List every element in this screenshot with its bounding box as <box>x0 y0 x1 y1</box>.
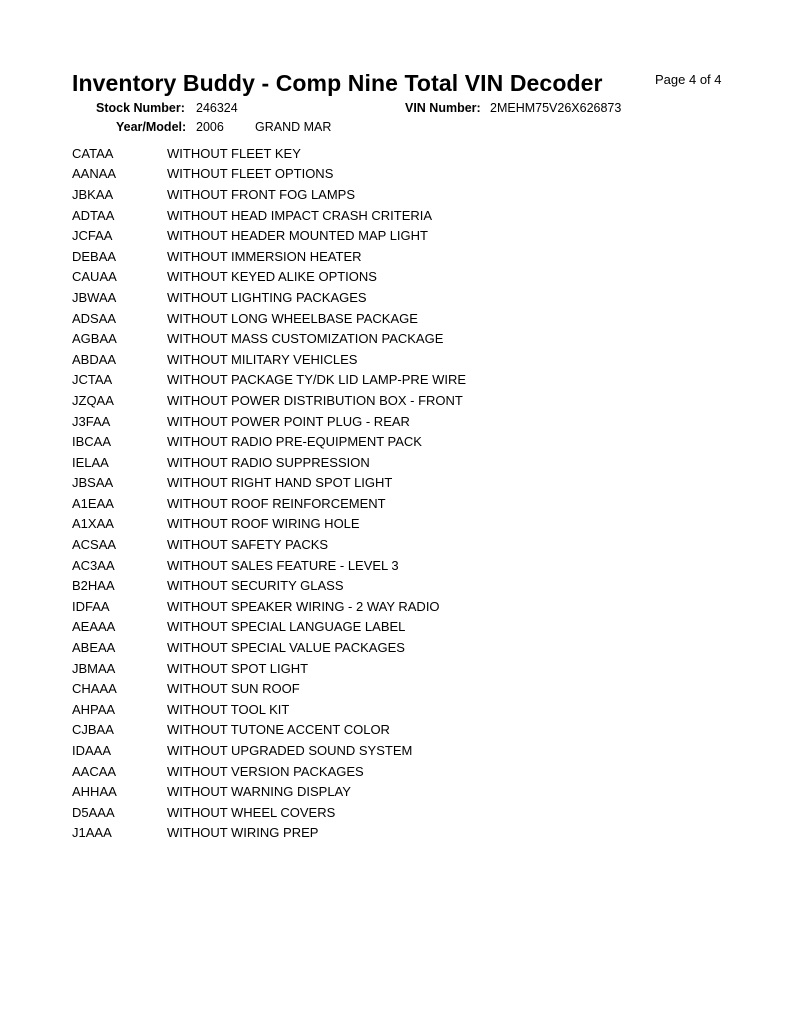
option-description: WITHOUT TUTONE ACCENT COLOR <box>167 722 390 738</box>
option-description: WITHOUT RADIO PRE-EQUIPMENT PACK <box>167 434 422 450</box>
option-description: WITHOUT SPECIAL LANGUAGE LABEL <box>167 619 406 635</box>
list-item <box>72 431 466 452</box>
option-description: WITHOUT LONG WHEELBASE PACKAGE <box>167 310 418 326</box>
option-description: WITHOUT IMMERSION HEATER <box>167 248 362 264</box>
list-item <box>72 617 466 638</box>
option-code-list <box>72 143 466 843</box>
option-code: AC3AA <box>72 557 115 573</box>
option-description: WITHOUT MASS CUSTOMIZATION PACKAGE <box>167 331 444 347</box>
option-description: WITHOUT WHEEL COVERS <box>167 804 336 820</box>
option-code: JBWAA <box>72 289 117 305</box>
list-item <box>72 225 466 246</box>
list-item <box>72 267 466 288</box>
list-item <box>72 308 466 329</box>
option-description: WITHOUT SPECIAL VALUE PACKAGES <box>167 640 405 656</box>
option-description: WITHOUT SPOT LIGHT <box>167 660 309 676</box>
option-code: D5AAA <box>72 804 115 820</box>
list-item <box>72 699 466 720</box>
option-code: B2HAA <box>72 578 115 594</box>
list-item <box>72 287 466 308</box>
option-code: IDAAA <box>72 743 112 759</box>
option-code: A1XAA <box>72 516 114 532</box>
list-item <box>72 246 466 267</box>
list-item <box>72 740 466 761</box>
option-code: ABDAA <box>72 351 117 367</box>
option-code: ACSAA <box>72 537 117 553</box>
option-code: CJBAA <box>72 722 114 738</box>
list-item <box>72 637 466 658</box>
option-description: WITHOUT MILITARY VEHICLES <box>167 351 358 367</box>
option-code: JCFAA <box>72 228 113 244</box>
option-description: WITHOUT SPEAKER WIRING - 2 WAY RADIO <box>167 598 440 614</box>
list-item <box>72 761 466 782</box>
option-code: JZQAA <box>72 392 114 408</box>
list-item <box>72 658 466 679</box>
option-code: AEAAA <box>72 619 116 635</box>
vin-number-label: VIN Number: <box>405 101 481 115</box>
option-description: WITHOUT LIGHTING PACKAGES <box>167 289 367 305</box>
list-item <box>72 390 466 411</box>
option-description: WITHOUT PACKAGE TY/DK LID LAMP-PRE WIRE <box>167 372 467 388</box>
model-value: GRAND MAR <box>255 120 332 134</box>
option-code: DEBAA <box>72 248 117 264</box>
year-value: 2006 <box>196 120 224 134</box>
option-description: WITHOUT RADIO SUPPRESSION <box>167 454 370 470</box>
option-description: WITHOUT ROOF WIRING HOLE <box>167 516 360 532</box>
list-item <box>72 473 466 494</box>
option-description: WITHOUT FRONT FOG LAMPS <box>167 186 356 202</box>
option-description: WITHOUT POWER POINT PLUG - REAR <box>167 413 410 429</box>
option-code: AGBAA <box>72 331 117 347</box>
option-code: CHAAA <box>72 681 117 697</box>
list-item <box>72 328 466 349</box>
option-code: JBMAA <box>72 660 116 676</box>
option-description: WITHOUT FLEET KEY <box>167 145 301 161</box>
option-description: WITHOUT KEYED ALIKE OPTIONS <box>167 269 377 285</box>
list-item <box>72 452 466 473</box>
list-item <box>72 678 466 699</box>
list-item <box>72 143 466 164</box>
option-code: JBKAA <box>72 186 114 202</box>
option-code: ADSAA <box>72 310 117 326</box>
page-number: Page 4 of 4 <box>655 72 722 87</box>
option-code: AHHAA <box>72 784 117 800</box>
option-description: WITHOUT HEADER MOUNTED MAP LIGHT <box>167 228 428 244</box>
list-item <box>72 514 466 535</box>
list-item <box>72 411 466 432</box>
list-item <box>72 534 466 555</box>
option-code: AHPAA <box>72 701 116 717</box>
stock-number-label: Stock Number: <box>96 101 185 115</box>
option-description: WITHOUT FLEET OPTIONS <box>167 166 334 182</box>
option-description: WITHOUT UPGRADED SOUND SYSTEM <box>167 743 413 759</box>
option-code: IELAA <box>72 454 109 470</box>
option-code: AACAA <box>72 763 117 779</box>
option-code: AANAA <box>72 166 117 182</box>
option-description: WITHOUT VERSION PACKAGES <box>167 763 364 779</box>
list-item <box>72 575 466 596</box>
option-code: ADTAA <box>72 207 115 223</box>
list-item <box>72 555 466 576</box>
option-code: JCTAA <box>72 372 113 388</box>
option-description: WITHOUT TOOL KIT <box>167 701 290 717</box>
option-code: ABEAA <box>72 640 116 656</box>
list-item <box>72 184 466 205</box>
option-code: A1EAA <box>72 495 114 511</box>
list-item <box>72 493 466 514</box>
option-code: IBCAA <box>72 434 112 450</box>
page-title: Inventory Buddy - Comp Nine Total VIN Decoder <box>72 70 603 96</box>
option-description: WITHOUT SALES FEATURE - LEVEL 3 <box>167 557 399 573</box>
option-description: WITHOUT WARNING DISPLAY <box>167 784 351 800</box>
option-description: WITHOUT SAFETY PACKS <box>167 537 329 553</box>
list-item <box>72 370 466 391</box>
option-description: WITHOUT RIGHT HAND SPOT LIGHT <box>167 475 393 491</box>
list-item <box>72 802 466 823</box>
option-code: J1AAA <box>72 825 112 841</box>
list-item <box>72 349 466 370</box>
option-description: WITHOUT WIRING PREP <box>167 825 319 841</box>
option-code: J3FAA <box>72 413 111 429</box>
option-code: JBSAA <box>72 475 114 491</box>
option-description: WITHOUT HEAD IMPACT CRASH CRITERIA <box>167 207 433 223</box>
option-description: WITHOUT ROOF REINFORCEMENT <box>167 495 386 511</box>
option-code: CATAA <box>72 145 114 161</box>
list-item <box>72 164 466 185</box>
list-item <box>72 720 466 741</box>
list-item <box>72 596 466 617</box>
option-code: CAUAA <box>72 269 117 285</box>
option-code: IDFAA <box>72 598 110 614</box>
option-description: WITHOUT SECURITY GLASS <box>167 578 344 594</box>
list-item <box>72 823 466 844</box>
option-description: WITHOUT POWER DISTRIBUTION BOX - FRONT <box>167 392 463 408</box>
option-description: WITHOUT SUN ROOF <box>167 681 300 697</box>
year-model-label: Year/Model: <box>116 120 187 134</box>
vin-number-value: 2MEHM75V26X626873 <box>490 101 622 115</box>
list-item <box>72 781 466 802</box>
list-item <box>72 205 466 226</box>
stock-number-value: 246324 <box>196 101 238 115</box>
